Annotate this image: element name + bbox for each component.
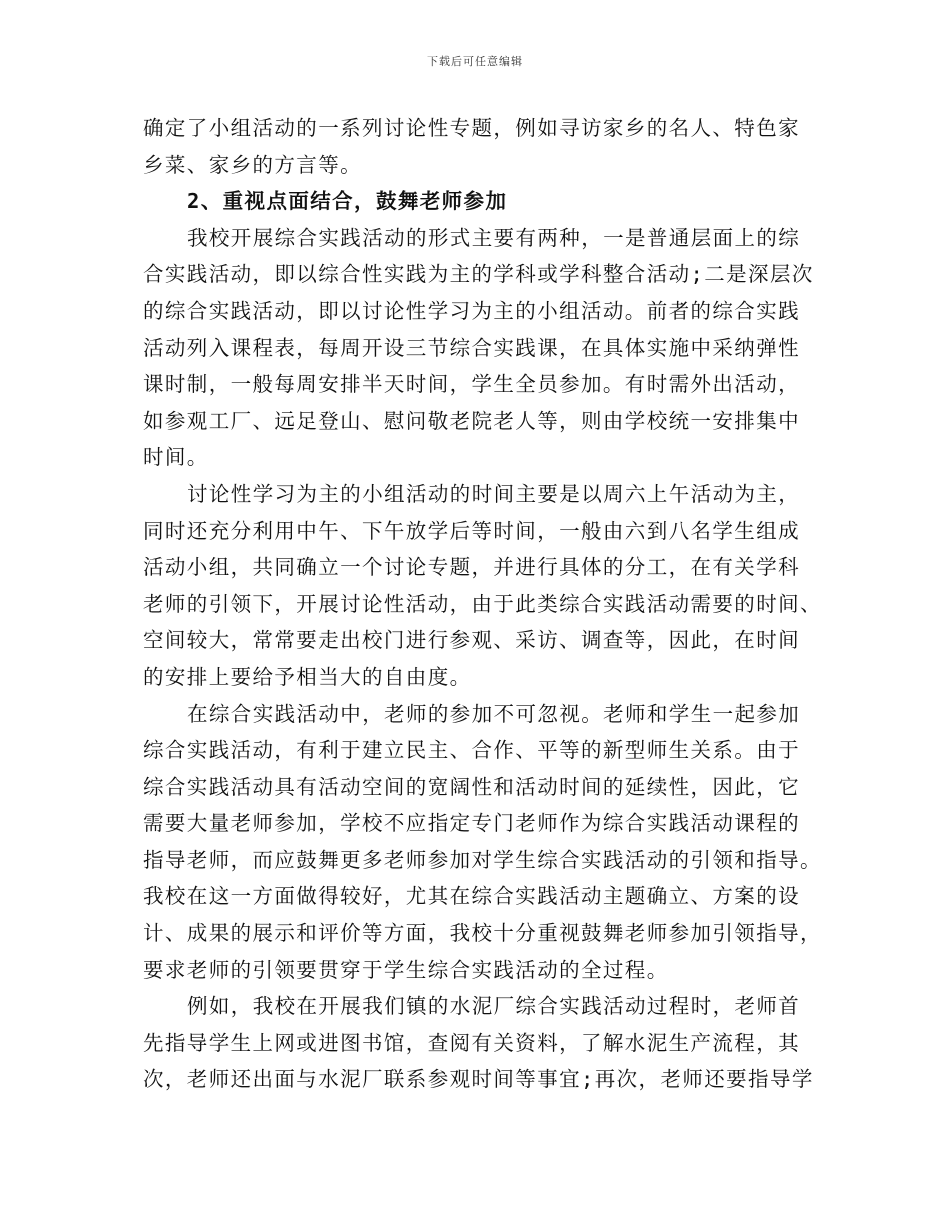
text-line: 的安排上要给予相当大的自由度。 (143, 664, 472, 689)
text-line: 综合实践活动，有利于建立民主、合作、平等的新型师生关系。由于 (143, 738, 800, 763)
text-line: 时间。 (143, 445, 209, 470)
text-line: 讨论性学习为主的小组活动的时间主要是以周六上午活动为主， (187, 481, 801, 506)
text-line: 例如，我校在开展我们镇的水泥厂综合实践活动过程时，老师首 (187, 994, 801, 1019)
text-line: 合实践活动，即以综合性实践为主的学科或学科整合活动;二是深层次 (143, 262, 814, 287)
text-line: 要求老师的引领要贯穿于学生综合实践活动的全过程。 (143, 957, 669, 982)
text-line: 活动小组，共同确立一个讨论专题，并进行具体的分工，在有关学科 (143, 555, 800, 580)
text-line: 确定了小组活动的一系列讨论性专题，例如寻访家乡的名人、特色家 (143, 116, 800, 140)
text-line: 老师的引领下，开展讨论性活动，由于此类综合实践活动需要的时间、 (143, 591, 822, 616)
text-line: 课时制，一般每周安排半天时间，学生全员参加。有时需外出活动， (143, 372, 800, 397)
text-line: 指导老师，而应鼓舞更多老师参加对学生综合实践活动的引领和指导。 (143, 847, 822, 872)
text-line: 在综合实践活动中，老师的参加不可忽视。老师和学生一起参加 (187, 701, 801, 726)
text-line: 的综合实践活动，即以讨论性学习为主的小组活动。前者的综合实践 (143, 298, 800, 323)
text-line: 乡菜、家乡的方言等。 (143, 152, 362, 177)
text-line: 同时还充分利用中午、下午放学后等时间，一般由六到八名学生组成 (143, 518, 800, 543)
text-line: 综合实践活动具有活动空间的宽阔性和活动时间的延续性，因此，它 (143, 774, 800, 799)
document-body (143, 110, 822, 1098)
text-line: 先指导学生上网或进图书馆，查阅有关资料，了解水泥生产流程，其 (143, 1030, 800, 1055)
section-heading: 2、重视点面结合，鼓舞老师参加 (187, 189, 508, 214)
text-line: 我校开展综合实践活动的形式主要有两种，一是普通层面上的综 (187, 225, 801, 250)
text-line: 计、成果的展示和评价等方面，我校十分重视鼓舞老师参加引领指导， (143, 921, 822, 946)
page-header: 下载后可任意编辑 (427, 55, 523, 68)
text-line: 空间较大，常常要走出校门进行参观、采访、调查等，因此，在时间 (143, 628, 800, 653)
text-line: 如参观工厂、远足登山、慰问敬老院老人等，则由学校统一安排集中 (143, 408, 800, 433)
text-line: 我校在这一方面做得较好，尤其在综合实践活动主题确立、方案的设 (143, 884, 800, 909)
text-line: 需要大量老师参加，学校不应指定专门老师作为综合实践活动课程的 (143, 811, 800, 836)
text-line: 活动列入课程表，每周开设三节综合实践课，在具体实施中采纳弹性 (143, 335, 800, 360)
text-line: 次，老师还出面与水泥厂联系参观时间等事宜;再次，老师还要指导学 (143, 1067, 814, 1092)
